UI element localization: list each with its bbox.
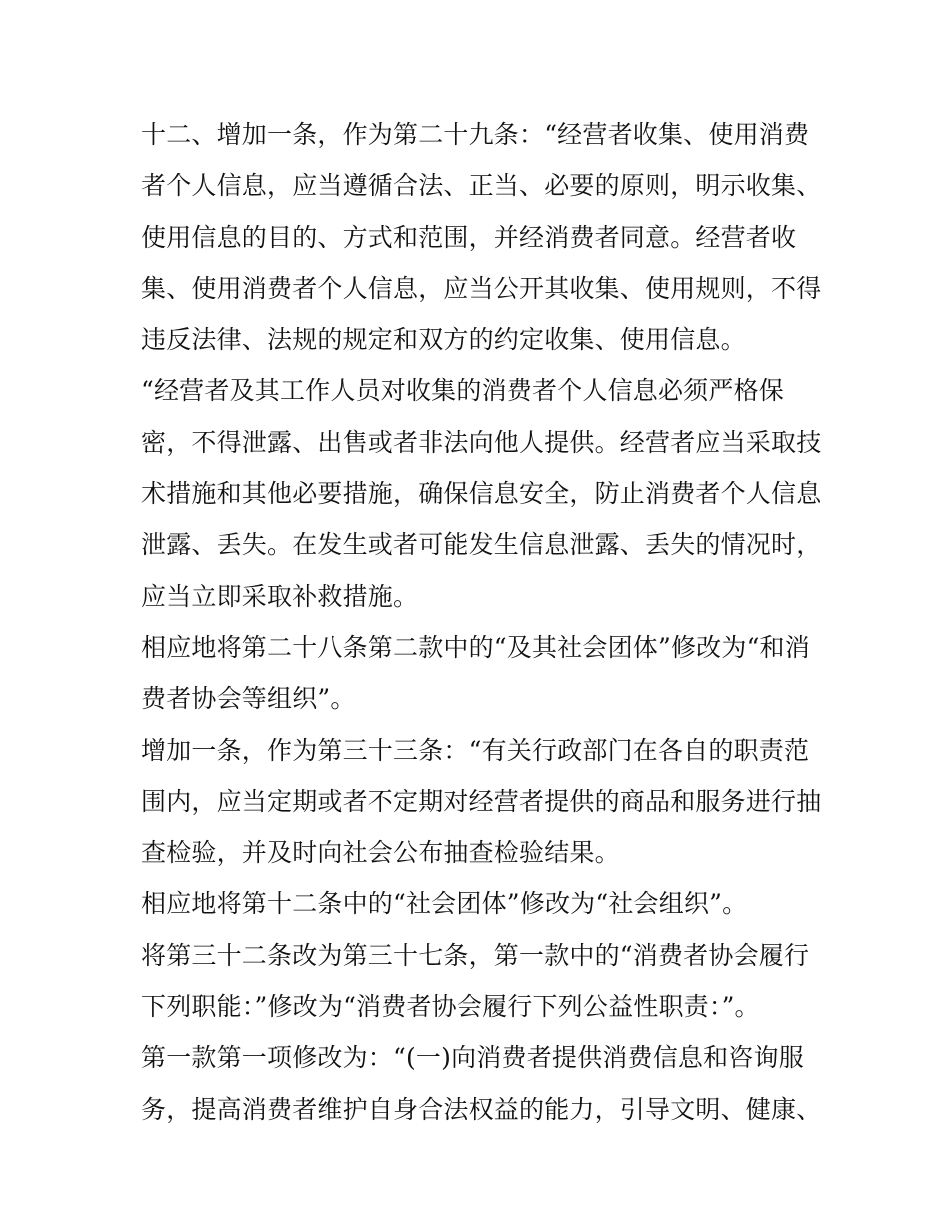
text-line: 增加一条，作为第三十三条：“有关行政部门在各自的职责范 [141, 735, 810, 765]
text-line: 违反法律、法规的规定和双方的约定收集、使用信息。 [141, 325, 746, 355]
text-line: 密，不得泄露、出售或者非法向他人提供。经营者应当采取技 [141, 427, 822, 457]
text-line: 第一款第一项修改为：“(一)向消费者提供消费信息和咨询服 [141, 1043, 804, 1073]
text-line: 务，提高消费者维护自身合法权益的能力，引导文明、健康、 [141, 1094, 822, 1124]
text-line: “经营者及其工作人员对收集的消费者个人信息必须严格保 [141, 376, 784, 406]
text-line: 相应地将第二十八条第二款中的“及其社会团体”修改为“和消 [141, 632, 810, 662]
text-line: 下列职能：”修改为“消费者协会履行下列公益性职责：”。 [141, 992, 760, 1022]
text-line: 应当立即采取补救措施。 [141, 581, 419, 611]
document-body [141, 109, 821, 1135]
text-line: 围内，应当定期或者不定期对经营者提供的商品和服务进行抽 [141, 786, 822, 816]
text-line: 相应地将第十二条中的“社会团体”修改为“社会组织”。 [141, 889, 748, 919]
text-line: 将第三十二条改为第三十七条，第一款中的“消费者协会履行 [141, 940, 810, 970]
text-line: 者个人信息，应当遵循合法、正当、必要的原则，明示收集、 [141, 171, 822, 201]
text-line: 集、使用消费者个人信息，应当公开其收集、使用规则，不得 [141, 273, 822, 303]
text-line: 费者协会等组织”。 [141, 684, 356, 714]
text-line: 十二、增加一条，作为第二十九条：“经营者收集、使用消费 [141, 120, 810, 149]
text-line: 使用信息的目的、方式和范围，并经消费者同意。经营者收 [141, 222, 797, 252]
text-line: 查检验，并及时向社会公布抽查检验结果。 [141, 838, 620, 868]
text-line: 术措施和其他必要措施，确保信息安全，防止消费者个人信息 [141, 479, 822, 509]
text-line: 泄露、丢失。在发生或者可能发生信息泄露、丢失的情况时， [141, 530, 822, 560]
